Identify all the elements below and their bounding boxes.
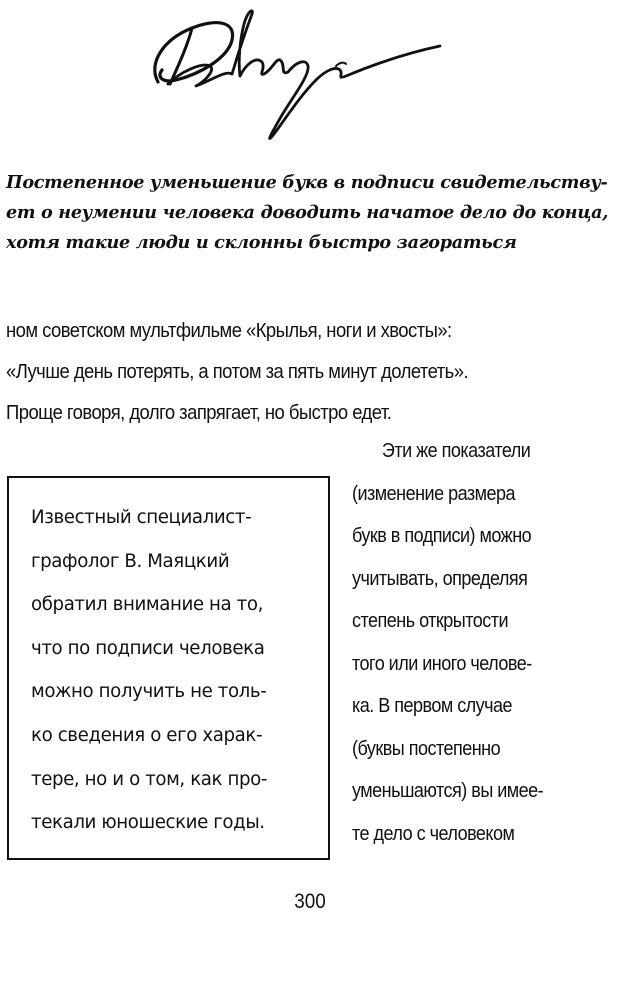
body-paragraph bbox=[6, 310, 551, 433]
note-line: Известный специалист- bbox=[31, 507, 252, 528]
handwritten-signature-icon bbox=[140, 0, 460, 150]
side-line: Эти же показатели bbox=[381, 439, 531, 462]
note-line: тере, но и о том, как про- bbox=[31, 768, 268, 790]
caption-line: Постепенное уменьшение букв в подписи свидетельству- bbox=[6, 172, 608, 193]
side-line: уменьшаются) вы имее- bbox=[352, 779, 544, 802]
note-line: текали юношеские годы. bbox=[31, 812, 265, 834]
side-line: учитывать, определяя bbox=[352, 566, 528, 590]
caption-line: хотя такие люди и склонны быстро загораться bbox=[6, 232, 517, 253]
boxed-note bbox=[7, 476, 330, 860]
side-column-text bbox=[352, 430, 585, 855]
note-line: можно получить не толь- bbox=[31, 681, 267, 703]
signature-caption bbox=[6, 168, 612, 258]
signature-illustration bbox=[140, 0, 460, 150]
side-line: букв в подписи) можно bbox=[352, 524, 532, 547]
caption-line: ет о неумении человека доводить начатое дело до конца, bbox=[6, 202, 609, 223]
side-line: степень открытости bbox=[352, 609, 509, 632]
page-number: 300 bbox=[294, 890, 326, 913]
body-line: ном советском мультфильме «Крылья, ноги и хвосты»: bbox=[6, 319, 452, 342]
side-line: (изменение размера bbox=[352, 481, 516, 505]
side-line: ка. В первом случае bbox=[352, 694, 513, 717]
body-line: «Лучше день потерять, а потом за пять минут долететь». bbox=[6, 360, 469, 383]
note-line: обратил внимание на то, bbox=[31, 594, 263, 616]
side-line: того или иного челове- bbox=[352, 651, 532, 675]
side-line: (буквы постепенно bbox=[352, 736, 501, 760]
body-line: Проще говоря, долго запрягает, но быстро едет. bbox=[6, 401, 392, 424]
side-line: те дело с человеком bbox=[352, 821, 515, 845]
note-line: графолог В. Маяцкий bbox=[31, 550, 230, 572]
note-line: что по подписи человека bbox=[31, 637, 265, 659]
note-line: ко сведения о его харак- bbox=[31, 724, 263, 746]
